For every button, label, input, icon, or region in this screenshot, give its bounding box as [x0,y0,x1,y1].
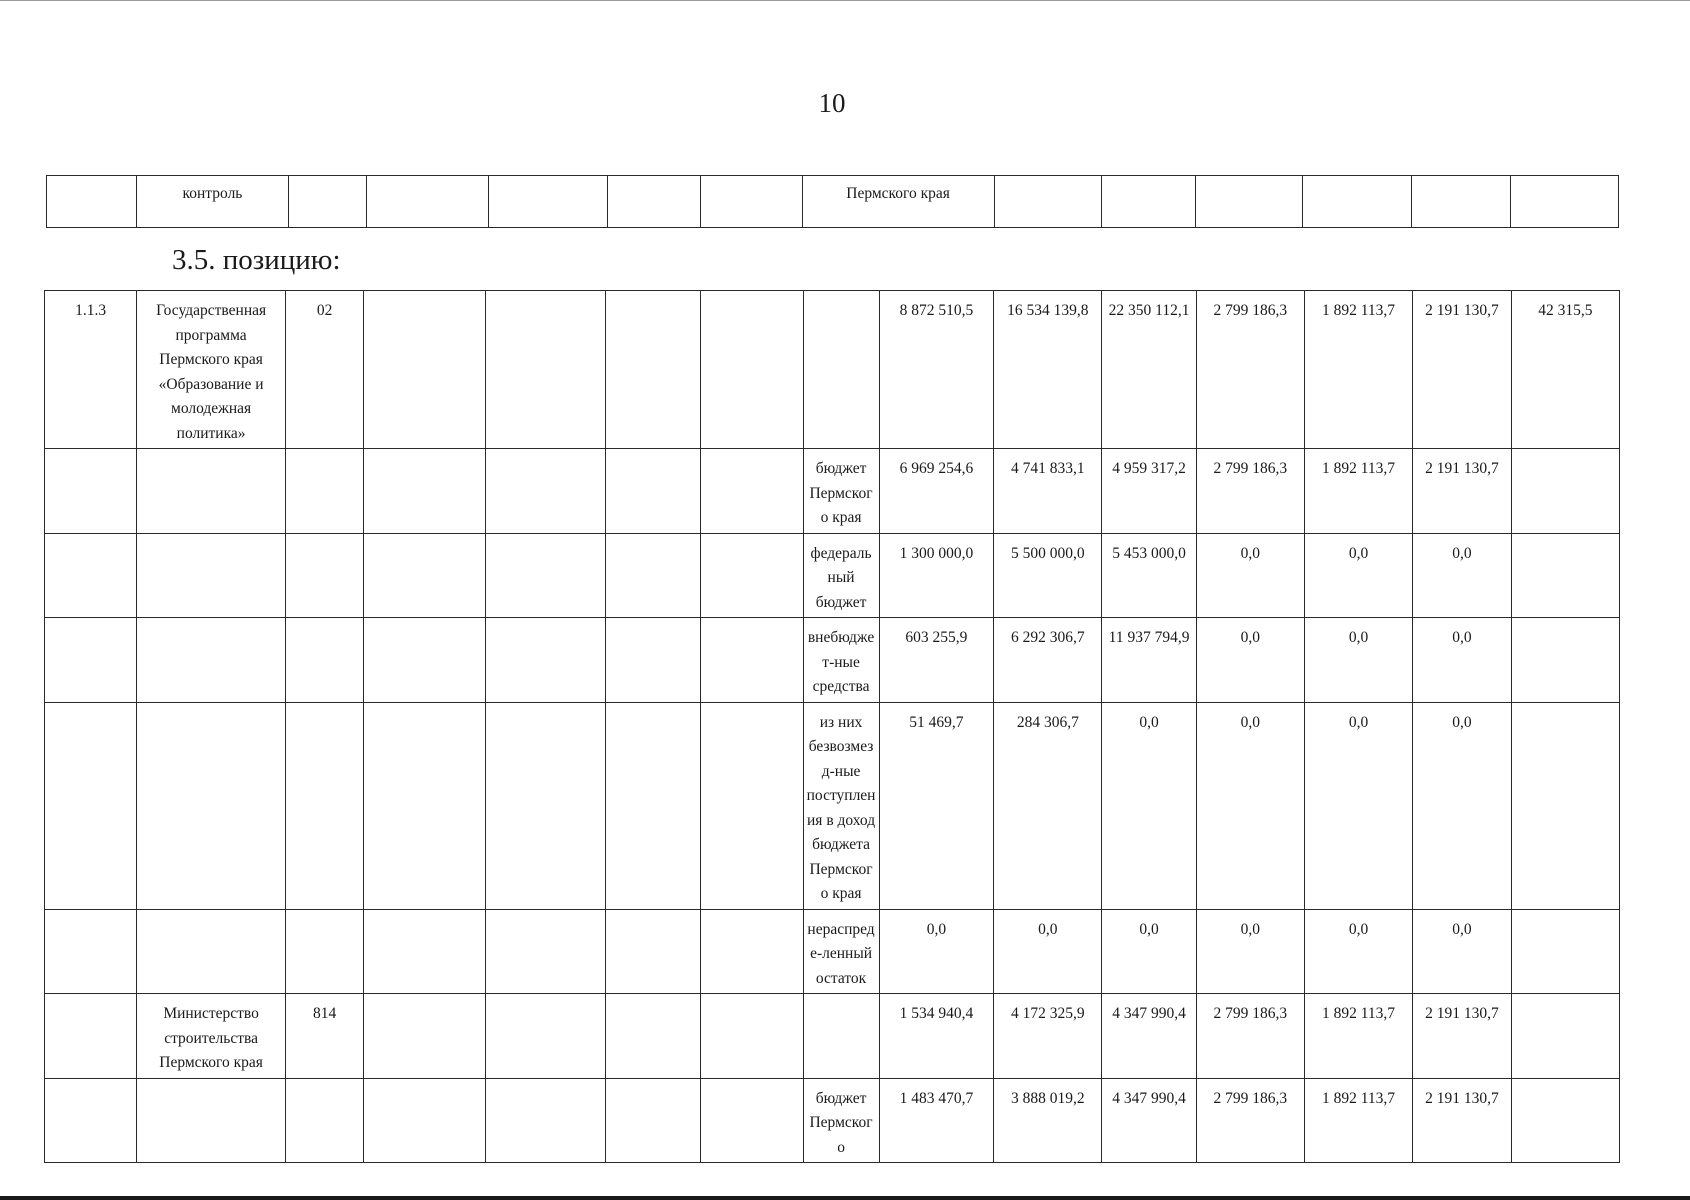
cell-value: 2 191 130,7 [1413,291,1512,449]
cell-value: 4 347 990,4 [1102,994,1196,1079]
cell-empty [486,449,606,534]
cell-name: Министерство строительства Пермского края [137,994,286,1079]
cell-value: 8 872 510,5 [879,291,994,449]
cell-empty [700,909,803,994]
cell-code [45,618,137,703]
cell-value [1511,1078,1619,1163]
cell-code: 1.1.3 [45,291,137,449]
table-row [45,1078,1620,1163]
cell-value: 1 483 470,7 [879,1078,994,1163]
cell-value: 4 741 833,1 [994,449,1102,534]
cell-empty [364,994,486,1079]
cell-empty [606,291,700,449]
cell-empty [700,1078,803,1163]
cell-value: 4 347 990,4 [1102,1078,1196,1163]
cell-empty [364,618,486,703]
cell-value: 4 172 325,9 [994,994,1102,1079]
table-row [47,176,1619,228]
cell-value [1511,449,1619,534]
table-row [45,618,1620,703]
cell-empty [486,1078,606,1163]
cell-value: 0,0 [1413,702,1512,909]
cell-value: 0,0 [1304,702,1412,909]
cell-value: 2 191 130,7 [1413,449,1512,534]
cell-source: бюджет Пермского края [803,449,879,534]
cell-source [803,994,879,1079]
cell-value: 0,0 [1413,909,1512,994]
cell-value: 2 799 186,3 [1196,1078,1304,1163]
table-row [45,449,1620,534]
cell-source: нераспреде-ленный остаток [803,909,879,994]
cell-empty [606,909,700,994]
program-funding-table [44,290,1620,1163]
cell-grbs [286,702,364,909]
cell-empty [606,702,700,909]
cell-grbs: 02 [286,291,364,449]
section-heading: 3.5. позицию: [172,244,341,276]
cell-value: 284 306,7 [994,702,1102,909]
cell-code [45,702,137,909]
cell-value: 4 959 317,2 [1102,449,1196,534]
cell-value: 0,0 [1196,533,1304,618]
cell-empty [364,1078,486,1163]
table-row [45,994,1620,1079]
cell-empty [700,994,803,1079]
cell-grbs [286,618,364,703]
cell-name [137,702,286,909]
cell-value: 0,0 [1196,618,1304,703]
table-row [45,291,1620,449]
cell-value: 5 453 000,0 [1102,533,1196,618]
cell-name [137,533,286,618]
cell-grbs [286,1078,364,1163]
cell-empty [700,618,803,703]
cell-value: 2 799 186,3 [1196,449,1304,534]
cell-value: 1 300 000,0 [879,533,994,618]
page-top-edge [0,0,1690,1]
cell-value: 0,0 [879,909,994,994]
cell-empty [364,909,486,994]
cell-value: 0,0 [1413,533,1512,618]
cell-value: 2 191 130,7 [1413,1078,1512,1163]
cell-grbs [286,449,364,534]
cell-value [1511,702,1619,909]
cell-value: 3 888 019,2 [994,1078,1102,1163]
cell-empty [486,533,606,618]
cell-value: 0,0 [1304,618,1412,703]
cell-grbs [286,909,364,994]
cell-source: из них безвозмезд-ные поступления в доход бюджета Пермского края [803,702,879,909]
cell-value: 11 937 794,9 [1102,618,1196,703]
cell-empty [700,702,803,909]
table-row [45,702,1620,909]
cell-empty [486,702,606,909]
cell-value [1511,618,1619,703]
cell-value: 6 969 254,6 [879,449,994,534]
cell-name [137,449,286,534]
cell-name: контроль [136,176,289,228]
cell-value: 1 892 113,7 [1304,994,1412,1079]
cell-empty [486,994,606,1079]
cell-code [45,909,137,994]
continuation-table [46,175,1619,228]
cell-empty [364,702,486,909]
cell-empty [486,909,606,994]
cell-empty [364,449,486,534]
cell-empty [700,291,803,449]
cell-value: 0,0 [1196,702,1304,909]
cell-value [1511,533,1619,618]
cell-value: 0,0 [994,909,1102,994]
cell-empty [606,994,700,1079]
cell-value: 0,0 [1196,909,1304,994]
cell-source: внебюджет-ные средства [803,618,879,703]
cell-value: 1 892 113,7 [1304,449,1412,534]
cell-empty [606,533,700,618]
cell-source: Пермского края [802,176,994,228]
cell-source: бюджет Пермского [803,1078,879,1163]
page-number: 10 [818,88,846,118]
cell-value: 51 469,7 [879,702,994,909]
cell-code [45,449,137,534]
table-row [45,533,1620,618]
cell-value: 603 255,9 [879,618,994,703]
cell-empty [700,449,803,534]
cell-source [803,291,879,449]
cell-empty [606,449,700,534]
cell-value: 6 292 306,7 [994,618,1102,703]
cell-code [45,533,137,618]
cell-source: федеральный бюджет [803,533,879,618]
cell-value: 0,0 [1413,618,1512,703]
cell-value: 0,0 [1102,909,1196,994]
cell-code [45,1078,137,1163]
cell-name [137,1078,286,1163]
cell-code [47,176,137,228]
cell-value: 42 315,5 [1511,291,1619,449]
cell-empty [486,618,606,703]
cell-value: 0,0 [1102,702,1196,909]
cell-value: 22 350 112,1 [1102,291,1196,449]
cell-empty [364,533,486,618]
cell-value: 2 799 186,3 [1196,994,1304,1079]
cell-empty [606,1078,700,1163]
cell-empty [486,291,606,449]
cell-value: 2 799 186,3 [1196,291,1304,449]
cell-value [1511,909,1619,994]
cell-value: 2 191 130,7 [1413,994,1512,1079]
cell-value: 1 534 940,4 [879,994,994,1079]
cell-empty [364,291,486,449]
cell-value: 1 892 113,7 [1304,291,1412,449]
table-row [45,909,1620,994]
cell-name: Государственная программа Пермского края «Образование и молодежная политика» [137,291,286,449]
cell-name [137,618,286,703]
cell-empty [606,618,700,703]
cell-value [1511,994,1619,1079]
cell-empty [700,533,803,618]
cell-grbs [286,533,364,618]
cell-value: 0,0 [1304,533,1412,618]
cell-value: 16 534 139,8 [994,291,1102,449]
cell-value: 1 892 113,7 [1304,1078,1412,1163]
cell-value: 0,0 [1304,909,1412,994]
cell-value: 5 500 000,0 [994,533,1102,618]
cell-name [137,909,286,994]
page-bottom-edge [0,1196,1690,1200]
cell-code [45,994,137,1079]
cell-grbs: 814 [286,994,364,1079]
